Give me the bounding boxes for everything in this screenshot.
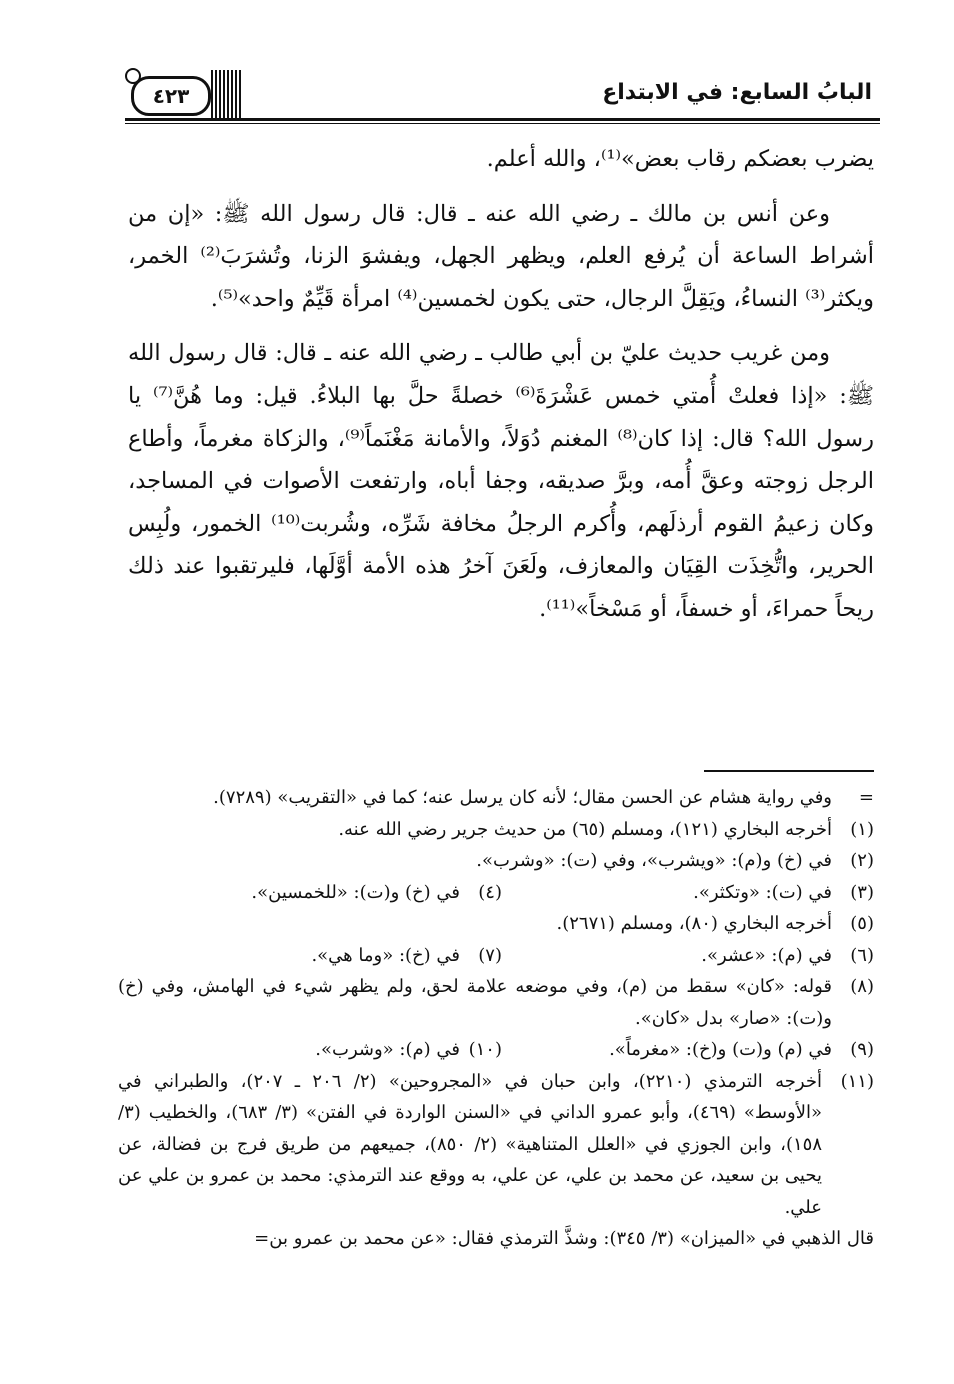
main-text xyxy=(128,138,874,631)
footnote-number: (٩) xyxy=(850,1039,874,1060)
footnote-text: وفي رواية هشام عن الحسن مقال؛ لأنه كان يرسل عنه؛ كما في «التقريب» (٧٢٨٩). xyxy=(213,787,832,808)
footnote-row-3-4 xyxy=(118,877,874,909)
footnote-2 xyxy=(118,845,874,877)
footnote-number: (١١) xyxy=(840,1070,874,1092)
footnote-10 xyxy=(190,1034,502,1066)
header-ornament-bars xyxy=(211,70,241,118)
footnote-6 xyxy=(502,940,874,972)
footnote-text: في (م) و(ت) و(خ): «مغرماً». xyxy=(609,1039,832,1060)
footnote-number: (٧) xyxy=(478,944,502,966)
continuation-mark: = xyxy=(858,787,874,808)
footnote-4 xyxy=(190,877,502,909)
footnote-5 xyxy=(118,908,874,940)
footnote-text: قوله: «كان» سقط من (م)، وفي موضعه علامة لحق، ولم يظهر شيء في الهامش، وفي (خ) و(ت): «صار» بدل «كان». xyxy=(118,976,833,1029)
footnote-9 xyxy=(502,1034,874,1066)
footnote-number: (٢) xyxy=(850,850,874,871)
ornament-circle-icon xyxy=(125,68,141,84)
footnote-7 xyxy=(190,940,502,972)
footnote-8 xyxy=(118,971,874,1034)
page-header xyxy=(125,62,880,126)
footnote-row-6-7 xyxy=(118,940,874,972)
footnote-text: في (م): «عشر». xyxy=(701,944,832,966)
footnote-number: (٤) xyxy=(478,881,502,903)
footnote-text: في (م): «وشرب». xyxy=(315,1039,460,1060)
page-number-badge xyxy=(131,76,211,116)
footnote-number: (١) xyxy=(850,818,874,840)
footnotes xyxy=(118,782,874,1255)
footnote-text: في (خ): «وما هي». xyxy=(311,944,460,966)
footnote-1 xyxy=(118,814,874,846)
paragraph-3: ومن غريب حديث عليّ بن أبي طالب ـ رضي الله عنه ـ قال: قال رسول الله ﷺ: «إذا فعلتْ أُمتي خمس عَشْرَةَ⁽⁶⁾ خصلةً حلَّ بها البلاءُ. قيل: وما هُنَّ⁽⁷⁾ يا رسول الله؟ قال: إذا كان⁽⁸⁾ المغنم دُوَلاً، والأمانة مَغْنَماً⁽⁹⁾، والزكاة مغرماً، وأطاع الرجل زوجته وعقَّ أُمه، وبرَّ صديقه، وجفا أباه، وارتفعت الأصوات في المساجد، وكان زعيمُ القوم أرذلَهم، وأُكرم الرجلُ مخافة شَرِّه، وشُربت⁽¹⁰⁾ الخمور، ولُبِس الحرير، واتُّخِذَت القِيَان والمعازف، ولَعَنَ آخرُ هذه الأمة أوَّلَها، فليرتقبوا عند ذلك ريحاً حمراءَ، أو خسفاً، أو مَسْخاً»⁽¹¹⁾. xyxy=(128,340,874,622)
footnote-text: في (خ) و(م): «ويشرب»، وفي (ت): «وشرب». xyxy=(476,850,832,871)
header-rule-thin xyxy=(125,123,880,124)
paragraph-2: وعن أنس بن مالك ـ رضي الله عنه ـ قال: قال رسول الله ﷺ: «إن من أشراط الساعة أن يُرفع العلم، ويظهر الجهل، ويفشوَ الزنا، وتُشرَبَ⁽²⁾ الخمر، ويكثر⁽³⁾ النساءُ، ويَقِلَّ الرجال، حتى يكون لخمسين⁽⁴⁾ امرأة قَيِّمٌ واحد»⁽⁵⁾. xyxy=(128,200,874,312)
footnote-row-9-10 xyxy=(118,1034,874,1066)
footnote-text: قال الذهبي في «الميزان» (٣/ ٣٤٥): وشذَّ الترمذي فقال: «عن محمد بن عمرو بن= xyxy=(254,1228,874,1249)
footnote-number: (٦) xyxy=(850,944,874,966)
footnote-text: أخرجه البخاري (١٢١)، ومسلم (٦٥) من حديث جرير رضي الله عنه. xyxy=(338,818,832,840)
footnote-number: (٨) xyxy=(850,976,874,997)
footnote-number: (٣) xyxy=(850,881,874,903)
footnote-text: أخرجه البخاري (٨٠)، ومسلم (٢٦٧١). xyxy=(556,913,832,934)
footnote-continuation xyxy=(118,782,874,814)
footnote-number: (٥) xyxy=(850,913,874,934)
footnote-text: في (خ) و(ت): «للخمسين». xyxy=(251,881,460,903)
footnote-separator xyxy=(704,770,874,772)
header-rule xyxy=(125,118,880,121)
footnote-text: أخرجه الترمذي (٢٢١٠)، وابن حبان في «المجروحين» (٢/ ٢٠٦ ـ ٢٠٧)، والطبراني في «الأوسط» (٤٦٩)، وأبو عمرو الداني في «السنن الواردة في الفتن» (٣/ ٦٨٣)، والخطيب (٣/ ١٥٨)، وابن الجوزي في «العلل المتناهية» (٢/ ٨٥٠)، جميعهم من طريق فرج بن فضالة، عن يحيى بن سعيد، عن محمد بن علي، عن علي، به ووقع عند الترمذي: محمد بن عمرو بن علي عن علي. xyxy=(118,1070,823,1218)
footnote-11-continued xyxy=(118,1223,874,1255)
paragraph-1: يضرب بعضكم رقاب بعض»⁽¹⁾، والله أعلم. xyxy=(486,146,874,172)
chapter-title: البابُ السابع: في الابتداع xyxy=(602,80,872,105)
footnote-number: (١٠) xyxy=(468,1039,502,1060)
page-number: ٤٢٣ xyxy=(152,84,190,108)
footnote-11 xyxy=(118,1066,874,1224)
footnote-text: في (ت): «وتكثر». xyxy=(693,881,832,903)
footnote-3 xyxy=(502,877,874,909)
